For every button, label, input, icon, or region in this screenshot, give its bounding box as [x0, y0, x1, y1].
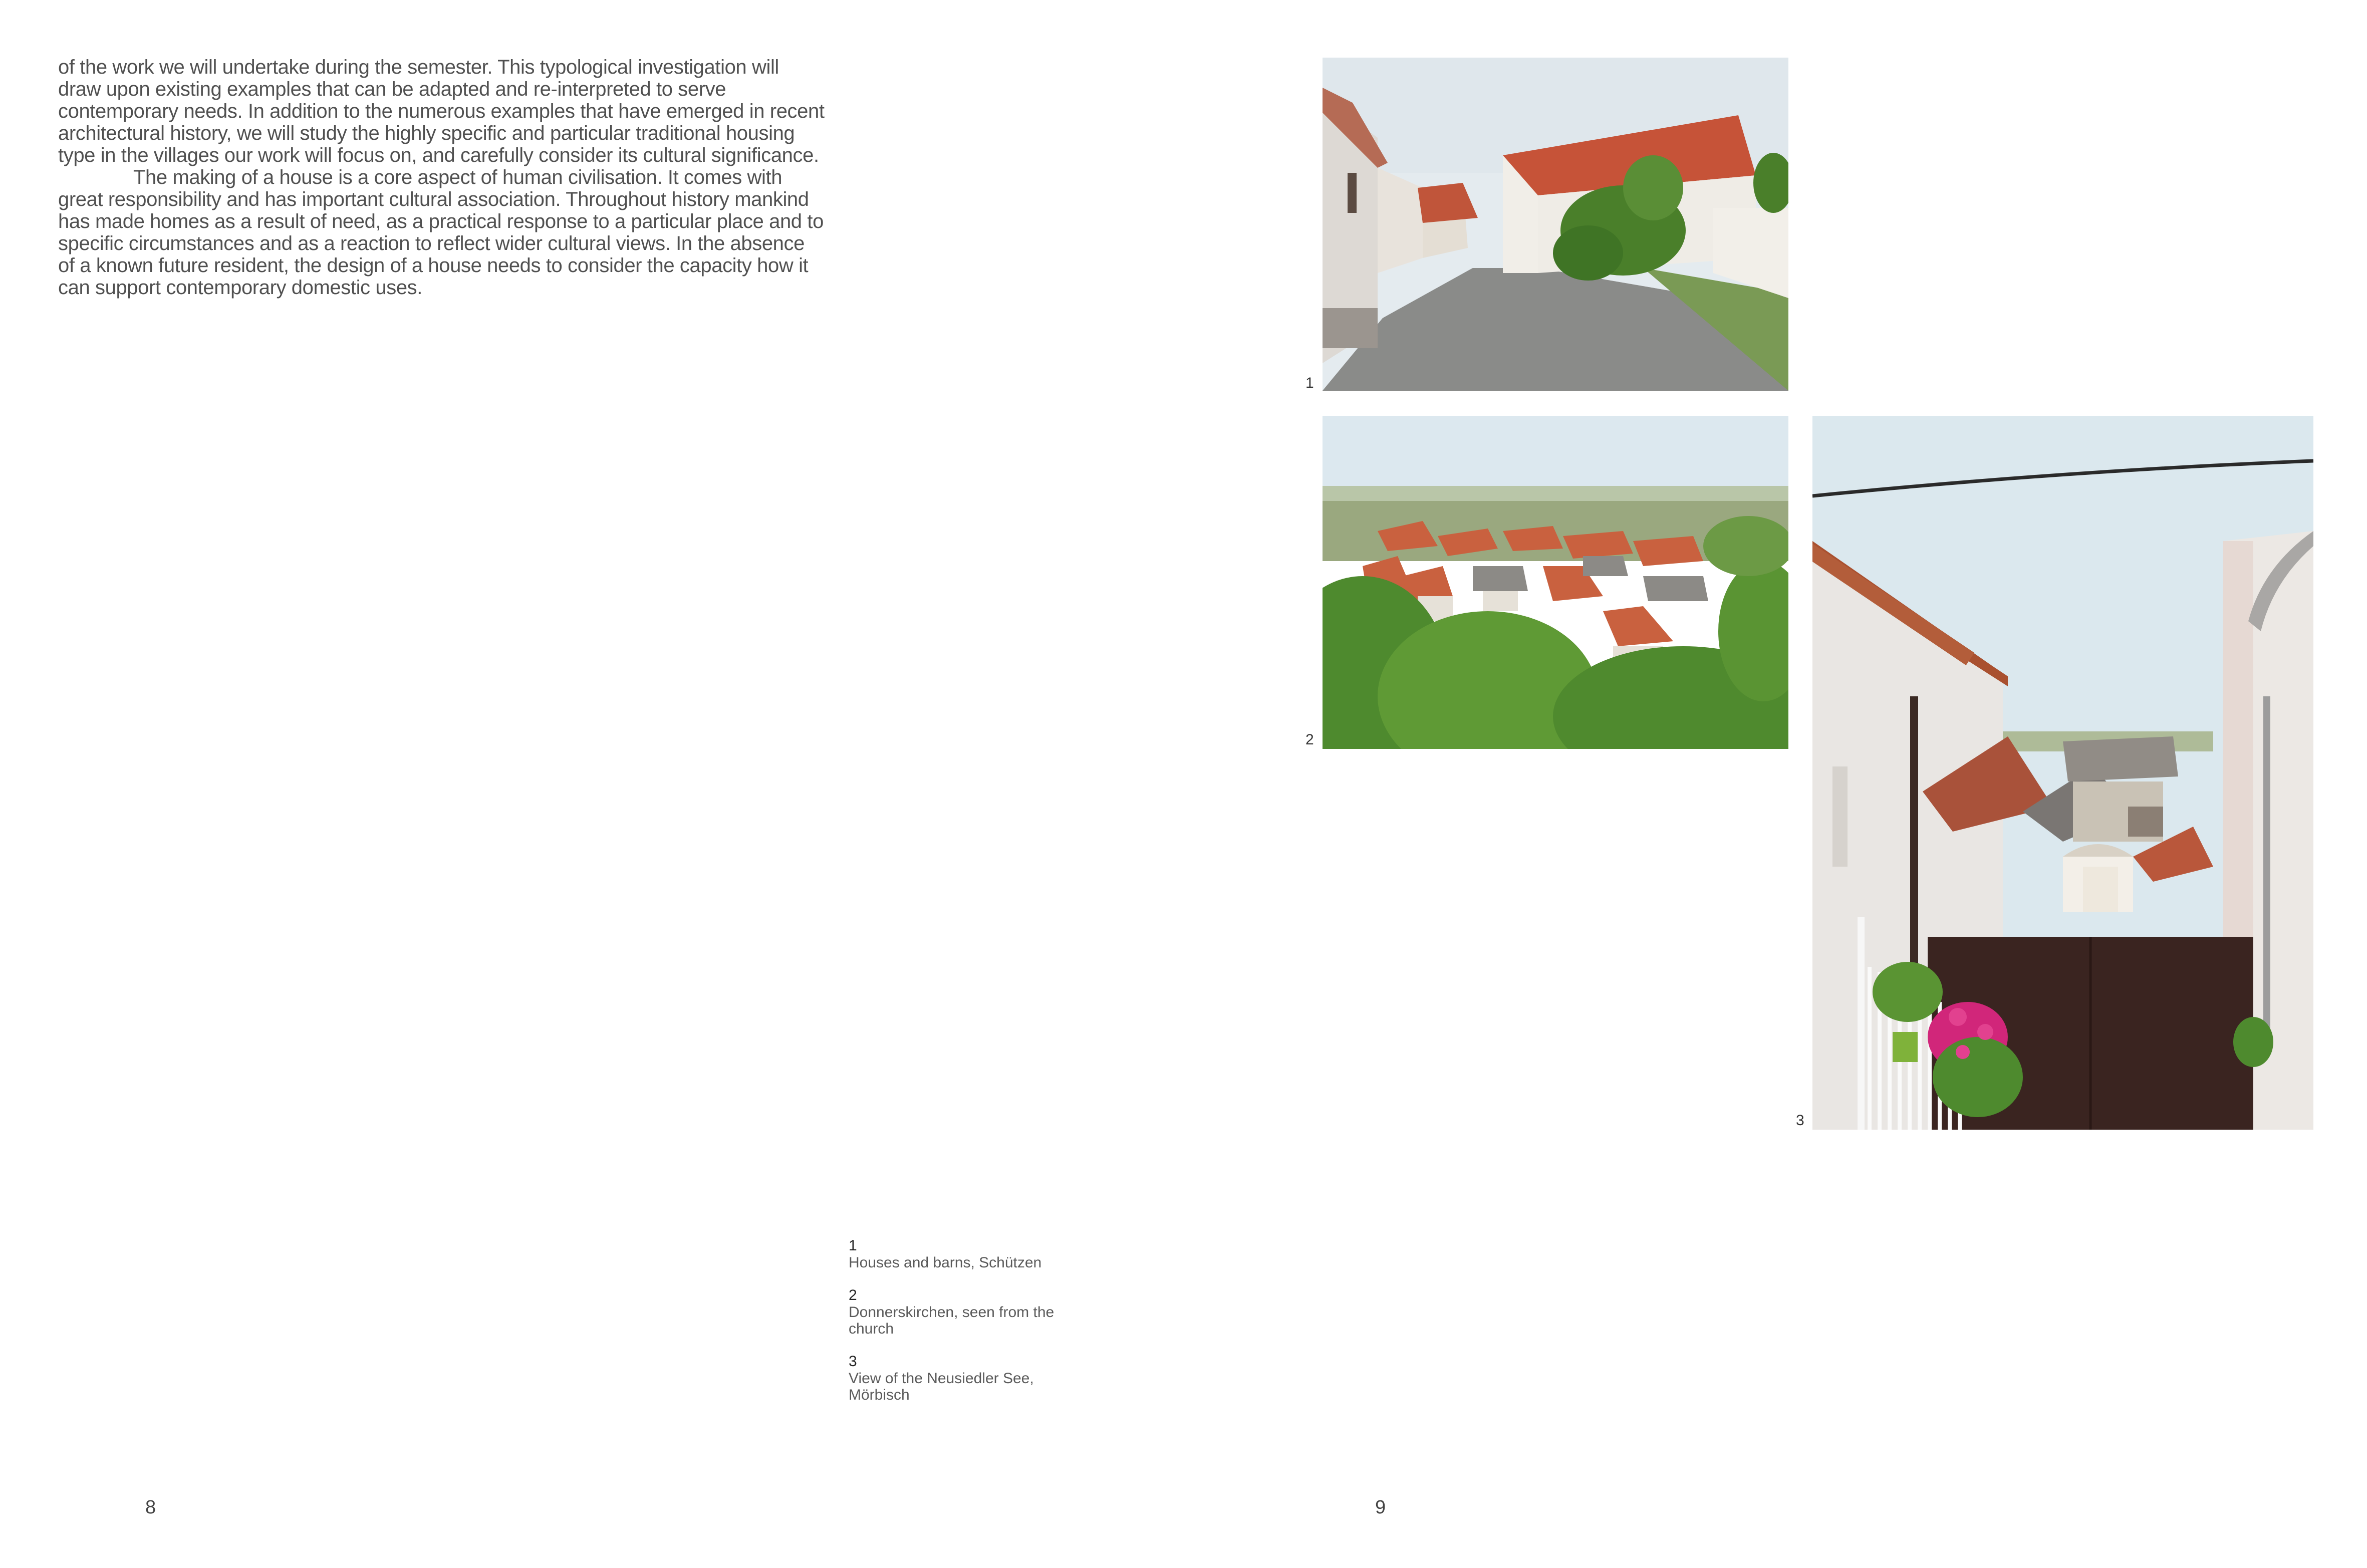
- figure-captions: [849, 1237, 1079, 1419]
- figure-number-3: 3: [1796, 1112, 1804, 1129]
- caption-3: [849, 1353, 1079, 1403]
- caption-number: 2: [849, 1287, 857, 1303]
- figure-number-2: 2: [1305, 731, 1314, 748]
- page-number-left: 8: [145, 1497, 156, 1518]
- caption-text: Donnerskirchen, seen from the church: [849, 1304, 1055, 1337]
- lake-view-image: [1812, 416, 2313, 1130]
- body-paragraph-2: The making of a house is a core aspect of human civilisation. It comes with great responsibility and has important cultural association. Throughout history mankind has made homes as a result of need, as a practical response to a particular place and to specific circumstances and as a reaction to reflect wider cultural views. In the absence of a known future resident, the design of a house needs to consider the capacity how it can support contemporary domestic uses.: [58, 166, 824, 299]
- photo-donnerskirchen: [1323, 416, 1788, 749]
- caption-text: View of the Neusiedler See, Mörbisch: [849, 1370, 1034, 1403]
- caption-text: Houses and barns, Schützen: [849, 1254, 1042, 1271]
- page-number-right: 9: [1375, 1497, 1386, 1518]
- body-paragraph-1: of the work we will undertake during the semester. This typological investigation will draw upon existing examples that can be adapted and re-interpreted to serve contemporary needs. In addition to the numerous examples that have emerged in recent architectural history, we will study the highly specific and particular traditional housing type in the villages our work will focus on, and carefully consider its cultural significance.: [58, 56, 825, 166]
- body-text: [58, 56, 825, 299]
- caption-1: [849, 1237, 1079, 1271]
- photo-neusiedler-see: [1812, 416, 2313, 1130]
- caption-number: 3: [849, 1353, 857, 1370]
- street-scene-image: [1323, 58, 1788, 391]
- photo-houses-and-barns: [1323, 58, 1788, 391]
- figure-number-1: 1: [1305, 375, 1314, 391]
- caption-number: 1: [849, 1237, 857, 1254]
- caption-2: [849, 1287, 1079, 1337]
- village-panorama-image: [1323, 416, 1788, 749]
